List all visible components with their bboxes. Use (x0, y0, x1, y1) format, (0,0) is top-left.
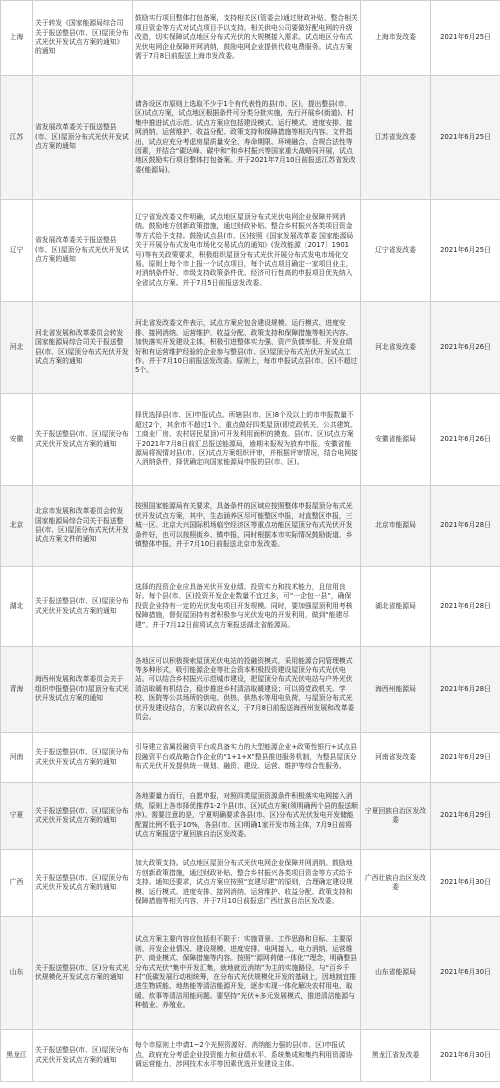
content-cell: 鼓励实行项目整体打包备案，支持相关区(管委会)通过财政补贴、整合相关项目资金等方式对试点项目予以支持。相关供电公司要做好配电网的升级改造，切实保障试点地区分布式光伏的大规模接入需求。试点地区分布式光伏电网企业保障并网消纳，鼓励电网企业提供代收电费服务。试点方案需于7月8日前报送上海市发改委。 (133, 1, 361, 76)
issuer-cell: 海西州能源局 (361, 647, 431, 733)
date-cell: 2021年6月26日 (431, 302, 500, 394)
content-cell: 各地要量力而行，自愿申报，对照四类屋顶资源条件积极落实电网接入消纳，原则上各市择优推荐1-2个县(市、区)试点方案(须明确两个县的报送顺序)。需要注意的是，宁夏明确要求各县(市、区)分布式光伏发电开发储能配置比例不低于10%，各县(市、区)明确1家开发市场主体，7月9日前将试点方案报送宁夏回族自治区发改委。 (133, 783, 361, 850)
notice-title-cell: 海西州发展和改革委员会关于组织申报整县(市)屋顶分布式光伏开发试点方案的通知 (33, 647, 133, 733)
notice-title-cell: 关于报送整县(市、区)屋顶分布式光伏开发试点方案的通知 (33, 1030, 133, 1082)
content-cell: 选择的投资企业应具备光伏开发业绩、投资实力和技术能力，且信用良好。每个县(市、区)投资开发企业数量不宜过多，可“一企包一县”，确保投资企业持有一定的光伏发电项目开发规模。同时，要加强屋顶利用考核保障措施，督促屋顶持有者积极参与光伏发电的开发利用，做到“能建尽建”。并于7月12日前将试点方案报送湖北省能源局。 (133, 567, 361, 647)
region-cell: 河南 (1, 733, 33, 783)
region-cell: 辽宁 (1, 200, 33, 302)
date-cell: 2021年6月29日 (431, 783, 500, 850)
notice-title-cell: 关于报送整县(市、区)屋顶分布式光伏开发试点方案的通知 (33, 567, 133, 647)
issuer-cell: 辽宁省发改委 (361, 200, 431, 302)
date-cell: 2021年6月28日 (431, 647, 500, 733)
notice-title-cell: 北京市发展和改革委员会转发国家能源局综合司关于报送整县(市、区)屋顶分布式光伏开发试点方案文件的通知 (33, 486, 133, 567)
table-row (1, 1, 500, 76)
issuer-cell: 广西壮族自治区发改委 (361, 850, 431, 917)
content-cell: 试点方案主要内容应包括但不限于：实施背景、工作思路和目标、主要原则、开发企业情况、建设规模、进度安排、电网接入、电力消纳、运营维护、商业模式、保障措施等内容。按照“‘源网荷储一体化’”理念，明确整县分布式光伏“集中开发汇集，就地就近消纳”为主的实施路径，与“百乡千村”低碳发展行动相统筹，在分布式光伏规模化开发的基础上，因地制宜推进生物质能、地热能等清洁能源开发，逐步实现一体化解决农村用电、取暖、炊事等清洁用能问题。要坚持“光伏+多元发展模式，推进清洁能源与种植业、养殖业。 (133, 917, 361, 1030)
notice-title-cell: 关于转发《国家能源局综合司关于报送整县(市、区)屋顶分布式光伏开发试点方案的通知》的通知 (33, 1, 133, 76)
date-cell: 2021年6月29日 (431, 733, 500, 783)
region-cell: 青海 (1, 647, 33, 733)
region-cell: 山东 (1, 917, 33, 1030)
issuer-cell: 安徽省能源局 (361, 394, 431, 486)
date-cell: 2021年6月30日 (431, 917, 500, 1030)
date-cell: 2021年6月26日 (431, 394, 500, 486)
region-cell: 安徽 (1, 394, 33, 486)
issuer-cell: 河南省发改委 (361, 733, 431, 783)
table-row (1, 76, 500, 200)
issuer-cell: 江苏省发改委 (361, 76, 431, 200)
date-cell: 2021年6月25日 (431, 1, 500, 76)
region-cell: 广西 (1, 850, 33, 917)
notice-title-cell: 省发展改革委关于报送整县(市、区)屋顶分布式光伏开发试点方案的通知 (33, 76, 133, 200)
notice-title-cell: 关于报送整县(市、区)屋顶分布式光伏开发试点方案的通知 (33, 783, 133, 850)
date-cell: 2021年6月28日 (431, 486, 500, 567)
notice-title-cell: 关于报送整县(市、区)屋顶分布式光伏开发试点方案的通知 (33, 850, 133, 917)
notice-title-cell: 关于报送整县(市、区)分布式光伏规模化开发试点方案的通知 (33, 917, 133, 1030)
region-cell: 上海 (1, 1, 33, 76)
content-cell: 请各设区市原则上选取不少于1个有代表性的县(市、区)，提出整县(市、区)试点方案，试点地区根据条件可分类分批实施，先行开展乡(街道)、村集中推进试点示范。试点方案应包括建设模式、运行模式、进度安排、接网消纳、运营维护、收益分配、政策支持和保障措施等相关内容。文件指出，试点应充分考虑房屋质量安全、寿命期限、环境融合、合规合法性等因素，并结合“碳达峰、碳中和”和乡村振兴等国家重大战略同开展，试点地区鼓励实行项目整体打包备案。并于2021年7月10日前报送江苏省发改委(能源局)。 (133, 76, 361, 200)
table-row (1, 302, 500, 394)
table-row (1, 200, 500, 302)
region-cell: 湖北 (1, 567, 33, 647)
region-cell: 黑龙江 (1, 1030, 33, 1082)
issuer-cell: 山东省能源局 (361, 917, 431, 1030)
issuer-cell: 河北省发改委 (361, 302, 431, 394)
date-cell: 2021年6月25日 (431, 200, 500, 302)
content-cell: 择优选择县(市、区)申报试点。所辖县(市、区)8个及以上的市申报数量不超过2个，其余市不超过1个。重点做好四类屋顶(即党政机关、公共建筑、工商业厂房、农村居民屋顶)可开发利用面积的摸查。县(市、区)试点方案于2021年7月8日前汇总报送能源局，逾期未报视为放弃申报。安徽省能源局将视情对县(市、区)试点方案组织评审，并根据评审情况，结合电网接入消纳条件，择优确定向国家能源局申报的县(市、区)。 (133, 394, 361, 486)
table-row (1, 394, 500, 486)
date-cell: 2021年6月30日 (431, 850, 500, 917)
issuer-cell: 黑龙江省发改委 (361, 1030, 431, 1082)
notice-title-cell: 省发展改革委关于报送整县(市、区)屋顶分布式光伏开发试点方案的通知 (33, 200, 133, 302)
region-cell: 江苏 (1, 76, 33, 200)
date-cell: 2021年6月28日 (431, 567, 500, 647)
table-row (1, 647, 500, 733)
table-row (1, 1030, 500, 1082)
region-cell: 北京 (1, 486, 33, 567)
region-cell: 宁夏 (1, 783, 33, 850)
content-cell: 各地区可以积极探索屋顶光伏电站的投融资模式，采用能源合同管理模式等多种形式，吸引能源企业等社会资本积极投资建设屋顶分布式光伏电站。可以结合乡村振兴示范城市建设，把屋顶分布式光伏电站与户外光伏清洁取暖有机结合，稳步推进乡村清洁取暖建设；可以将党政机关、学校、医院等公共场所的供电、供热、供热水等用电负荷，与屋顶分布式光伏开发建设结合，方案以政府名义，于7月8日前报送海西州发展和改革委员会。 (133, 647, 361, 733)
content-cell: 按照国家能源局有关要求，具备条件的区域应按照整体申报屋顶分布式光伏开发试点方案，其中，生态涵养区尽可能整区申报，对直整区申报，三城一区、北京大兴国际机场临空经济区等重点功能区屋顶分布式光伏开发条件好，也可以按照街乡、镇申报，同时根据本市实际情况鼓励街道、乡镇整体申报。并于7月10日前报送北京市发改委。 (133, 486, 361, 567)
date-cell: 2021年6月30日 (431, 1030, 500, 1082)
notice-title-cell: 河北省发展和改革委员会转发国家能源局综合司关于报送整县(市、区)屋顶分布式光伏开发试点方案的通知 (33, 302, 133, 394)
date-cell: 2021年6月25日 (431, 76, 500, 200)
content-cell: 辽宁省发改委文件明确，试点地区屋顶分布式光伏电网企业保障并网消纳。鼓励地方创新政策措施，通过财政补贴、整合乡村振兴各类项目资金等方式给予支持。鼓励试点县(市、区)按照《国家发展改革委 国家能源局关于开展分布式发电市场化交易试点的通知》(发改能源〔2017〕1901号)等有关政策要求，积极组织屋顶分布式光伏开展分布式发电市场化交易。原则上每个市上报一个试点项目，每个试点项目确定一家项目业主，对消纳条件好、市级支持政策条件优、经济可行性高的申报项目优先纳入全省试点方案。并于7月5日前报送发改委。 (133, 200, 361, 302)
table-row (1, 733, 500, 783)
issuer-cell: 湖北省能源局 (361, 567, 431, 647)
issuer-cell: 宁夏回族自治区发改委 (361, 783, 431, 850)
content-cell: 引导建立省属投融资平台或具备实力的大型能源企业+政策性银行+试点县投融资平台或战略合作企业的“1+1+X”整县推进服务机制，为整县屋顶分布式光伏开发提供统一规划、融资、建设、运营、维护等综合性服务。 (133, 733, 361, 783)
content-cell: 河北省发改委文件表示，试点方案应包含建设规模、运行模式、进度安排、接网消纳、运营维护、收益分配、政策支持和保障措施等相关内容。加快落实开发建设主体，积极引进整体实力强、资产负债率低、开发业绩好和有运营维护经验的企业参与整县(市、区)屋顶分布式光伏开发试点工作。并于7月10日前报送发改委。原则上，每市申报试点县(市、区)不超过5个。 (133, 302, 361, 394)
content-cell: 加大政策支持。试点地区屋顶分布式光伏电网企业保障并网消纳。鼓励地方创新政策措施，通过财政补贴、整合乡村振兴各类项目资金等方式给予支持。通知还要求，试点方案应按照“宜建尽建”的原则，合理确定建设规模、运行模式、进度安排、接网消纳、运营维护、收益分配、政策支持和保障措施等相关内容，并于7月10日前报送广西壮族自治区发改委。 (133, 850, 361, 917)
table-row (1, 917, 500, 1030)
region-cell: 河北 (1, 302, 33, 394)
table-row (1, 850, 500, 917)
issuer-cell: 北京市能源局 (361, 486, 431, 567)
table-row (1, 486, 500, 567)
notice-title-cell: 关于报送整县(市、区)屋顶分布式光伏开发试点方案的通知 (33, 733, 133, 783)
content-cell: 每个市原则上申请1~2个光照资源好、消纳能力强的县(市、区)申报试点，政府充分考虑企业投资能力和业绩水平、系统集成和集约利用资源协调运营能力、涉网技术水平等因素优选开发建设主体。 (133, 1030, 361, 1082)
notice-title-cell: 关于报送整县(市、区)屋顶分布式光伏开发试点方案的通知 (33, 394, 133, 486)
table-row (1, 567, 500, 647)
issuer-cell: 上海市发改委 (361, 1, 431, 76)
table-row (1, 783, 500, 850)
